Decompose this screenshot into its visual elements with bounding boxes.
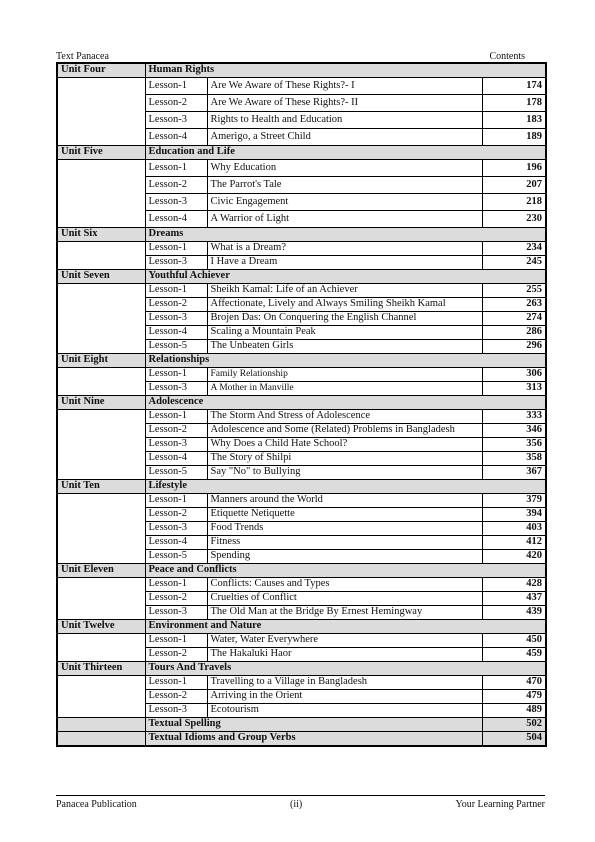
- lesson-page: 428: [482, 578, 546, 592]
- lesson-number: Lesson-4: [145, 326, 207, 340]
- lesson-title: Say "No" to Bullying: [207, 466, 482, 480]
- lesson-row: [57, 242, 546, 256]
- unit-name: Unit Seven: [57, 270, 145, 284]
- lesson-page: 230: [482, 211, 546, 228]
- lesson-title: Adolescence and Some (Related) Problems in Bangladesh: [207, 424, 482, 438]
- lesson-page: 489: [482, 704, 546, 718]
- lesson-page: 245: [482, 256, 546, 270]
- lesson-page: 178: [482, 95, 546, 112]
- lesson-number: Lesson-1: [145, 676, 207, 690]
- extra-row: [57, 718, 546, 732]
- unit-row: [57, 564, 546, 578]
- footer-right: Your Learning Partner: [455, 799, 545, 810]
- unit-row: [57, 396, 546, 410]
- unit-spacer-cell: [57, 284, 145, 354]
- lesson-title: Food Trends: [207, 522, 482, 536]
- lesson-page: 479: [482, 690, 546, 704]
- lesson-number: Lesson-4: [145, 452, 207, 466]
- lesson-number: Lesson-2: [145, 95, 207, 112]
- lesson-page: 313: [482, 382, 546, 396]
- lesson-number: Lesson-3: [145, 522, 207, 536]
- lesson-number: Lesson-1: [145, 160, 207, 177]
- lesson-number: Lesson-1: [145, 494, 207, 508]
- lesson-title: A Mother in Manville: [207, 382, 482, 396]
- lesson-page: 459: [482, 648, 546, 662]
- lesson-page: 379: [482, 494, 546, 508]
- unit-title: Relationships: [145, 354, 546, 368]
- lesson-page: 333: [482, 410, 546, 424]
- unit-row: [57, 354, 546, 368]
- lesson-number: Lesson-1: [145, 242, 207, 256]
- extra-spacer-cell: [57, 718, 145, 732]
- unit-title: Education and Life: [145, 146, 546, 160]
- lesson-page: 255: [482, 284, 546, 298]
- lesson-number: Lesson-5: [145, 550, 207, 564]
- lesson-title: The Storm And Stress of Adolescence: [207, 410, 482, 424]
- lesson-title: The Old Man at the Bridge By Ernest Hemingway: [207, 606, 482, 620]
- lesson-title: Brojen Das: On Conquering the English Channel: [207, 312, 482, 326]
- unit-name: Unit Six: [57, 228, 145, 242]
- lesson-page: 286: [482, 326, 546, 340]
- extra-row: [57, 732, 546, 747]
- unit-title: Human Rights: [145, 63, 546, 78]
- lesson-title: Travelling to a Village in Bangladesh: [207, 676, 482, 690]
- lesson-number: Lesson-3: [145, 606, 207, 620]
- lesson-page: 450: [482, 634, 546, 648]
- lesson-page: 296: [482, 340, 546, 354]
- lesson-page: 196: [482, 160, 546, 177]
- lesson-number: Lesson-1: [145, 78, 207, 95]
- page-footer: [56, 795, 545, 810]
- unit-name: Unit Five: [57, 146, 145, 160]
- lesson-title: What is a Dream?: [207, 242, 482, 256]
- unit-row: [57, 63, 546, 78]
- lesson-title: The Unbeaten Girls: [207, 340, 482, 354]
- lesson-title: Conflicts: Causes and Types: [207, 578, 482, 592]
- lesson-number: Lesson-4: [145, 211, 207, 228]
- lesson-title: Why Does a Child Hate School?: [207, 438, 482, 452]
- lesson-number: Lesson-1: [145, 578, 207, 592]
- lesson-number: Lesson-2: [145, 508, 207, 522]
- lesson-number: Lesson-3: [145, 704, 207, 718]
- unit-title: Environment and Nature: [145, 620, 546, 634]
- lesson-page: 394: [482, 508, 546, 522]
- lesson-number: Lesson-1: [145, 634, 207, 648]
- lesson-page: 420: [482, 550, 546, 564]
- unit-spacer-cell: [57, 242, 145, 270]
- lesson-row: [57, 78, 546, 95]
- lesson-title: Rights to Health and Education: [207, 112, 482, 129]
- unit-spacer-cell: [57, 578, 145, 620]
- lesson-row: [57, 578, 546, 592]
- extra-page: 504: [482, 732, 546, 747]
- unit-title: Tours And Travels: [145, 662, 546, 676]
- lesson-title: Etiquette Netiquette: [207, 508, 482, 522]
- lesson-number: Lesson-1: [145, 368, 207, 382]
- unit-row: [57, 146, 546, 160]
- lesson-number: Lesson-4: [145, 129, 207, 146]
- header-right: Contents: [489, 51, 525, 62]
- unit-title: Dreams: [145, 228, 546, 242]
- footer-center: (ii): [290, 799, 303, 810]
- lesson-title: Arriving in the Orient: [207, 690, 482, 704]
- lesson-number: Lesson-3: [145, 312, 207, 326]
- lesson-number: Lesson-4: [145, 536, 207, 550]
- lesson-page: 358: [482, 452, 546, 466]
- unit-name: Unit Thirteen: [57, 662, 145, 676]
- footer-left: Panacea Publication: [56, 799, 137, 810]
- lesson-title: The Hakaluki Haor: [207, 648, 482, 662]
- lesson-number: Lesson-2: [145, 592, 207, 606]
- unit-name: Unit Four: [57, 63, 145, 78]
- lesson-number: Lesson-3: [145, 438, 207, 452]
- lesson-title: Cruelties of Conflict: [207, 592, 482, 606]
- lesson-page: 306: [482, 368, 546, 382]
- lesson-row: [57, 634, 546, 648]
- lesson-page: 218: [482, 194, 546, 211]
- lesson-title: Water, Water Everywhere: [207, 634, 482, 648]
- unit-title: Lifestyle: [145, 480, 546, 494]
- lesson-page: 234: [482, 242, 546, 256]
- unit-spacer-cell: [57, 676, 145, 718]
- lesson-number: Lesson-3: [145, 256, 207, 270]
- lesson-title: I Have a Dream: [207, 256, 482, 270]
- lesson-title: Ecotourism: [207, 704, 482, 718]
- lesson-number: Lesson-2: [145, 648, 207, 662]
- unit-row: [57, 620, 546, 634]
- lesson-title: Why Education: [207, 160, 482, 177]
- lesson-page: 174: [482, 78, 546, 95]
- unit-name: Unit Eleven: [57, 564, 145, 578]
- lesson-title: Family Relationship: [207, 368, 482, 382]
- unit-title: Peace and Conflicts: [145, 564, 546, 578]
- lesson-number: Lesson-2: [145, 298, 207, 312]
- contents-table: [56, 62, 547, 747]
- extra-title: Textual Idioms and Group Verbs: [145, 732, 482, 747]
- unit-spacer-cell: [57, 494, 145, 564]
- lesson-row: [57, 410, 546, 424]
- lesson-number: Lesson-2: [145, 177, 207, 194]
- lesson-page: 346: [482, 424, 546, 438]
- lesson-row: [57, 676, 546, 690]
- lesson-title: The Parrot's Tale: [207, 177, 482, 194]
- unit-title: Youthful Achiever: [145, 270, 546, 284]
- lesson-number: Lesson-5: [145, 340, 207, 354]
- page-header: [56, 50, 525, 62]
- lesson-row: [57, 284, 546, 298]
- lesson-page: 437: [482, 592, 546, 606]
- unit-spacer-cell: [57, 160, 145, 228]
- unit-name: Unit Twelve: [57, 620, 145, 634]
- unit-name: Unit Eight: [57, 354, 145, 368]
- extra-spacer-cell: [57, 732, 145, 747]
- extra-page: 502: [482, 718, 546, 732]
- unit-spacer-cell: [57, 410, 145, 480]
- unit-title: Adolescence: [145, 396, 546, 410]
- unit-row: [57, 270, 546, 284]
- lesson-row: [57, 368, 546, 382]
- lesson-page: 207: [482, 177, 546, 194]
- unit-row: [57, 662, 546, 676]
- unit-name: Unit Ten: [57, 480, 145, 494]
- lesson-title: Civic Engagement: [207, 194, 482, 211]
- lesson-page: 439: [482, 606, 546, 620]
- lesson-page: 367: [482, 466, 546, 480]
- lesson-title: Are We Aware of These Rights?- II: [207, 95, 482, 112]
- lesson-title: Manners around the World: [207, 494, 482, 508]
- lesson-page: 274: [482, 312, 546, 326]
- unit-row: [57, 480, 546, 494]
- lesson-title: Sheikh Kamal: Life of an Achiever: [207, 284, 482, 298]
- unit-spacer-cell: [57, 634, 145, 662]
- unit-spacer-cell: [57, 78, 145, 146]
- unit-name: Unit Nine: [57, 396, 145, 410]
- lesson-number: Lesson-2: [145, 690, 207, 704]
- lesson-page: 403: [482, 522, 546, 536]
- lesson-page: 263: [482, 298, 546, 312]
- lesson-number: Lesson-3: [145, 382, 207, 396]
- lesson-title: The Story of Shilpi: [207, 452, 482, 466]
- lesson-number: Lesson-2: [145, 424, 207, 438]
- lesson-title: Affectionate, Lively and Always Smiling Sheikh Kamal: [207, 298, 482, 312]
- lesson-row: [57, 494, 546, 508]
- lesson-title: Fitness: [207, 536, 482, 550]
- lesson-title: Are We Aware of These Rights?- I: [207, 78, 482, 95]
- lesson-page: 470: [482, 676, 546, 690]
- unit-spacer-cell: [57, 368, 145, 396]
- lesson-title: Spending: [207, 550, 482, 564]
- lesson-row: [57, 160, 546, 177]
- lesson-page: 412: [482, 536, 546, 550]
- extra-title: Textual Spelling: [145, 718, 482, 732]
- lesson-number: Lesson-5: [145, 466, 207, 480]
- lesson-title: Amerigo, a Street Child: [207, 129, 482, 146]
- lesson-title: Scaling a Mountain Peak: [207, 326, 482, 340]
- lesson-number: Lesson-3: [145, 112, 207, 129]
- lesson-title: A Warrior of Light: [207, 211, 482, 228]
- lesson-page: 189: [482, 129, 546, 146]
- lesson-number: Lesson-1: [145, 410, 207, 424]
- lesson-number: Lesson-3: [145, 194, 207, 211]
- lesson-page: 356: [482, 438, 546, 452]
- lesson-page: 183: [482, 112, 546, 129]
- lesson-number: Lesson-1: [145, 284, 207, 298]
- unit-row: [57, 228, 546, 242]
- header-left: Text Panacea: [56, 51, 109, 62]
